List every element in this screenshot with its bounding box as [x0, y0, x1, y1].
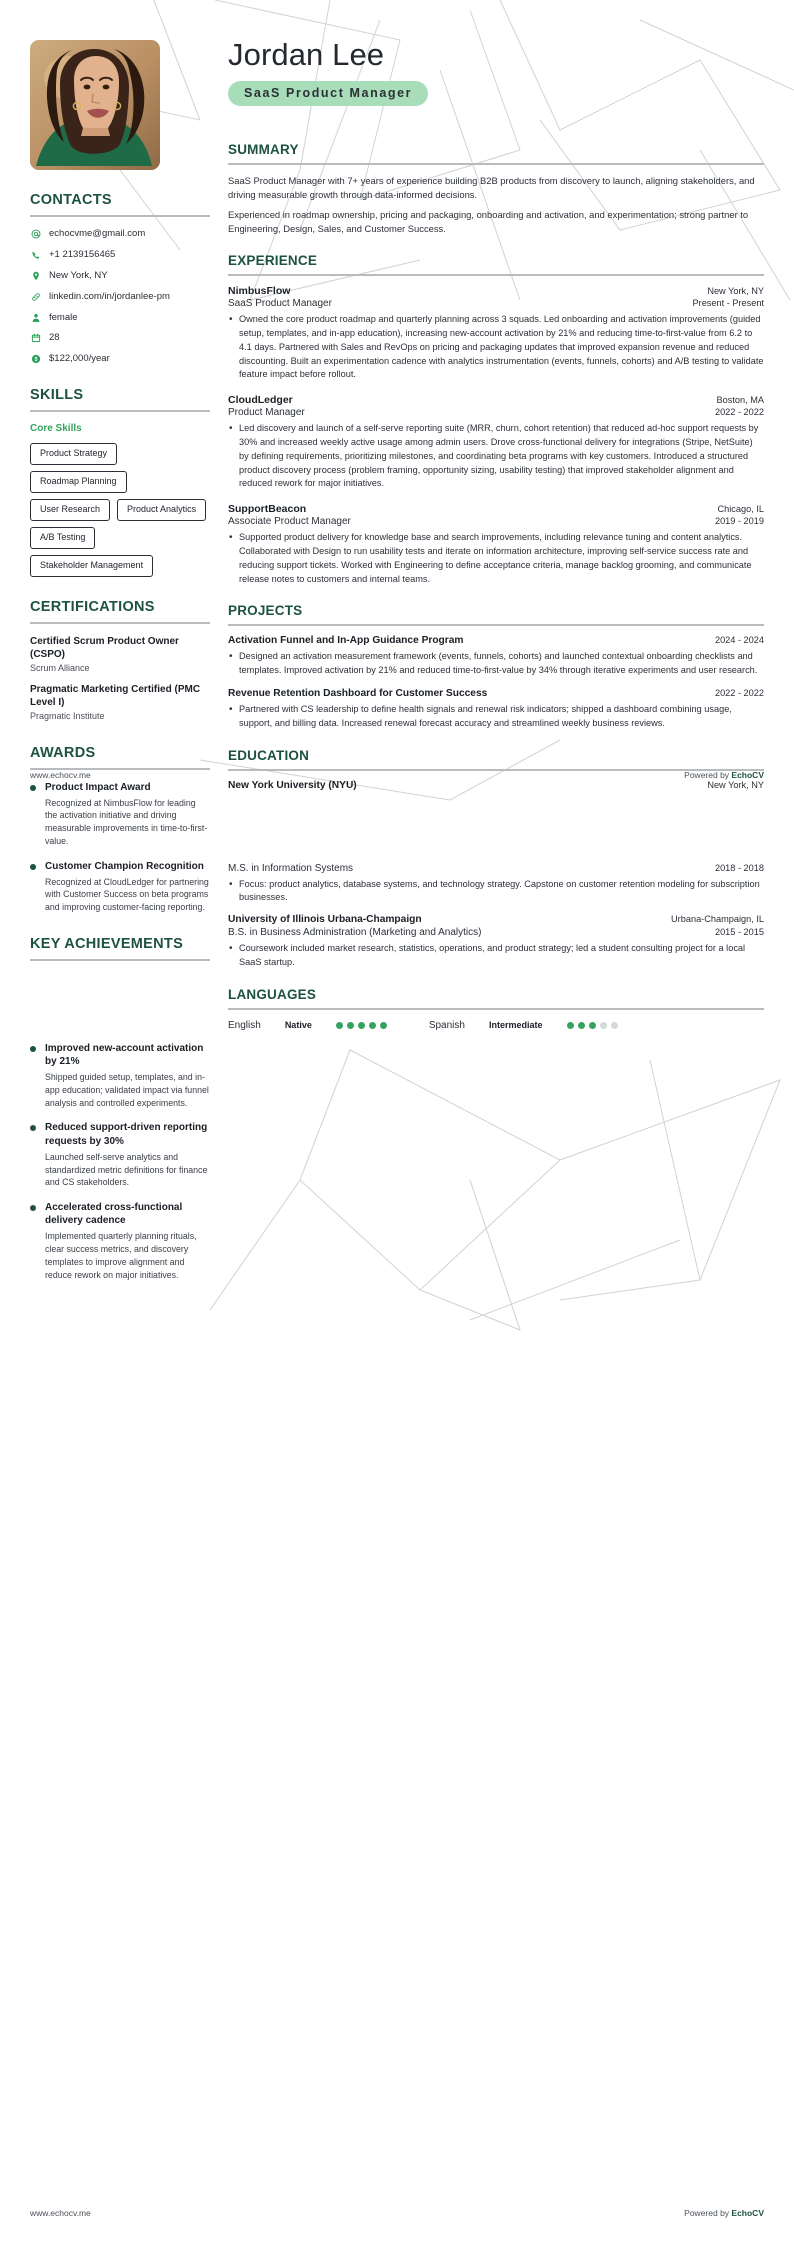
experience-role: SaaS Product Manager	[228, 298, 332, 310]
experience-heading: EXPERIENCE	[228, 253, 318, 269]
certification-org: Scrum Alliance	[30, 662, 90, 673]
education-school: New York University (NYU)	[228, 779, 357, 791]
contact-linkedin[interactable]	[30, 291, 210, 303]
award-description: Recognized at CloudLedger for partnering with Customer Success on beta programs and improving customer-facing reporting.	[45, 876, 209, 913]
money-icon	[30, 354, 41, 365]
rating-dot-filled	[336, 1022, 343, 1029]
language-rating-dots	[336, 1022, 387, 1029]
key-achievements-heading: KEY ACHIEVEMENTS	[30, 935, 184, 952]
award-title: Customer Champion Recognition	[45, 860, 204, 872]
certification-item	[30, 635, 210, 675]
experience-location: Chicago, IL	[717, 504, 764, 515]
job-title-badge: SaaS Product Manager	[228, 81, 428, 106]
skill-chip[interactable]: Product Analytics	[117, 499, 206, 521]
project-name: Revenue Retention Dashboard for Customer Success	[228, 688, 488, 700]
divider	[30, 410, 210, 412]
skill-chip-list	[30, 443, 210, 576]
divider	[228, 624, 764, 626]
location-pin-icon	[30, 270, 41, 281]
experience-bullets	[228, 531, 764, 586]
skill-chip[interactable]: Stakeholder Management	[30, 555, 153, 577]
experience-item	[228, 394, 764, 491]
rating-dot-filled	[567, 1022, 574, 1029]
footer-powered-by	[684, 2208, 764, 2218]
language-name: Spanish	[428, 1019, 465, 1031]
language-rating-dots	[567, 1022, 618, 1029]
skill-chip[interactable]: Product Strategy	[30, 443, 117, 465]
contact-email[interactable]	[30, 228, 210, 240]
languages-section	[228, 987, 764, 1031]
key-achievement-title: Reduced support-driven reporting requests by 30%	[45, 1122, 208, 1147]
language-level: Native	[284, 1020, 312, 1031]
skills-section	[30, 387, 210, 576]
key-achievement-title: Accelerated cross-functional delivery cadence	[45, 1202, 183, 1227]
divider	[228, 163, 764, 165]
project-bullet: • Partnered with CS leadership to define health signals and renewal risk indicators; shipped a dashboard combining usage, support, and billing data. Increased renewal forecast accuracy and streamlined weekly business reviews.	[228, 703, 764, 731]
contacts-heading: CONTACTS	[30, 192, 112, 208]
education-heading: EDUCATION	[228, 747, 310, 763]
language-name: English	[228, 1019, 261, 1031]
project-bullet: • Designed an activation measurement framework (events, funnels, cohorts) and launched contextual onboarding checklists and templates. Improved activation by 21% and reduced time-to-first-value by 34% through iterative experiments and user research.	[228, 650, 764, 678]
education-bullets	[228, 878, 764, 906]
project-item	[228, 635, 764, 678]
bullet-dot-icon	[30, 864, 36, 870]
key-achievement-title: Improved new-account activation by 21%	[45, 1042, 204, 1067]
project-item	[228, 688, 764, 731]
footer-powered-prefix: Powered by	[684, 770, 732, 780]
phone-icon	[30, 249, 41, 260]
rating-dot-empty	[600, 1022, 607, 1029]
key-achievement-item	[30, 1121, 210, 1189]
skill-chip[interactable]: Roadmap Planning	[30, 471, 127, 493]
experience-section	[228, 253, 764, 586]
contact-email-value: echocvme@gmail.com	[49, 228, 146, 239]
education-bullets	[228, 942, 764, 970]
divider	[30, 959, 210, 961]
skill-chip[interactable]: A/B Testing	[30, 527, 95, 549]
divider	[228, 1008, 764, 1010]
language-list	[228, 1020, 764, 1031]
award-title: Product Impact Award	[45, 781, 151, 793]
bullet-dot-icon	[30, 1046, 36, 1052]
contact-salary-value: $122,000/year	[49, 353, 110, 365]
bullet-dot-icon	[30, 1205, 36, 1211]
certification-org: Pragmatic Institute	[30, 710, 105, 721]
certifications-section	[30, 599, 210, 723]
page-break-spacer	[228, 791, 764, 861]
experience-dates: 2019 - 2019	[714, 516, 764, 527]
contact-phone-value: +1 2139156465	[49, 248, 116, 260]
experience-bullet: • Owned the core product roadmap and quarterly planning across 3 squads. Led onboarding and activation improvements (guided setup, templates, and in-app education), increasing new-account activation by 21% and reducing time-to-first-value from 6.2 to 4.1 days. Partnered with Sales and RevOps on pricing and packaging updates that improved expansion revenue and reduced discounting. Built an experimentation cadence with analytics instrumentation (events, funnels, cohorts) and A/B testing to validate feature impact before rollout.	[228, 313, 764, 382]
key-achievements-section	[30, 936, 210, 1282]
language-level: Intermediate	[488, 1020, 543, 1031]
rating-dot-filled	[589, 1022, 596, 1029]
avatar-photo	[30, 40, 160, 170]
experience-location: Boston, MA	[716, 395, 764, 406]
key-achievement-description: Launched self-serve analytics and standardized metric definitions for finance and CS stakeholders.	[45, 1151, 208, 1188]
contact-location-value: New York, NY	[49, 269, 108, 281]
project-bullets	[228, 703, 764, 731]
divider	[30, 215, 210, 217]
experience-company: SupportBeacon	[228, 503, 307, 516]
experience-dates: Present - Present	[692, 298, 764, 309]
skills-heading: SKILLS	[30, 387, 84, 404]
language-item	[228, 1020, 387, 1031]
page-break-spacer	[30, 972, 210, 1042]
experience-bullets	[228, 422, 764, 491]
core-skills-label: Core Skills	[30, 423, 82, 435]
page-footer	[30, 770, 764, 780]
education-bullet: • Coursework included market research, statistics, operations, and product strategy; led a student consulting project for a local SaaS startup.	[228, 942, 764, 970]
education-location: New York, NY	[707, 779, 764, 790]
experience-item	[228, 503, 764, 586]
email-icon	[30, 229, 41, 240]
summary-heading: SUMMARY	[228, 142, 299, 158]
education-degree: B.S. in Business Administration (Marketing and Analytics)	[228, 927, 482, 939]
key-achievement-description: Shipped guided setup, templates, and in-app education; validated impact via funnel analysis and controlled experiments.	[45, 1072, 209, 1108]
divider	[30, 622, 210, 624]
education-dates: 2015 - 2015	[714, 927, 764, 938]
summary-paragraph: Experienced in roadmap ownership, pricing and packaging, onboarding and activation, and experimentation; strong partner to Engineering, Design, Sales, and Customer Success.	[228, 208, 749, 234]
footer-powered-by	[684, 770, 764, 780]
experience-company: CloudLedger	[228, 394, 293, 407]
projects-section	[228, 603, 764, 730]
experience-location: New York, NY	[707, 286, 764, 297]
bullet-dot-icon	[30, 785, 36, 791]
sidebar	[0, 0, 210, 1293]
page-footer	[30, 2208, 764, 2218]
certification-name: Certified Scrum Product Owner (CSPO)	[30, 635, 179, 660]
project-name: Activation Funnel and In-App Guidance Program	[228, 635, 464, 647]
award-item	[30, 781, 210, 848]
contact-gender	[30, 312, 210, 324]
award-item	[30, 860, 210, 914]
education-degree: M.S. in Information Systems	[228, 862, 354, 874]
certification-name: Pragmatic Marketing Certified (PMC Level I)	[30, 683, 201, 708]
experience-role: Associate Product Manager	[228, 516, 351, 528]
contact-linkedin-value: linkedin.com/in/jordanlee-pm	[49, 290, 170, 302]
page-title: Jordan Lee	[228, 37, 385, 72]
project-bullets	[228, 650, 764, 678]
experience-bullet: • Supported product delivery for knowledge base and search improvements, including relevance tuning and content analytics. Collaborated with Design to run usability tests and iterate on information architecture, improving self-service success rate and reducing support tickets. Worked with Engineering to define acceptance criteria, manage backlog grooming, and communicate release notes to customers and internal teams.	[228, 531, 764, 586]
experience-dates: 2022 - 2022	[714, 407, 764, 418]
education-item	[228, 914, 764, 970]
experience-role: Product Manager	[228, 407, 305, 419]
awards-heading: AWARDS	[30, 744, 96, 761]
skill-chip[interactable]: User Research	[30, 499, 110, 521]
education-bullet: • Focus: product analytics, database systems, and technology strategy. Capstone on customer retention modeling for subscription businesses.	[228, 878, 764, 906]
footer-site-url[interactable]: www.echocv.me	[30, 770, 91, 780]
bullet-dot-icon	[30, 1125, 36, 1131]
project-dates: 2024 - 2024	[714, 635, 764, 646]
education-item	[228, 780, 764, 906]
rating-dot-filled	[369, 1022, 376, 1029]
projects-heading: PROJECTS	[228, 603, 303, 619]
key-achievement-item	[30, 1201, 210, 1281]
experience-company: NimbusFlow	[228, 285, 291, 298]
rating-dot-empty	[611, 1022, 618, 1029]
summary-paragraph: SaaS Product Manager with 7+ years of experience building B2B products from discovery to launch, aligning stakeholders, and driving measurable growth through data-informed decisions.	[228, 175, 755, 201]
footer-brand: EchoCV	[731, 2208, 764, 2218]
education-dates: 2018 - 2018	[714, 862, 764, 873]
contact-age	[30, 332, 210, 344]
divider	[228, 274, 764, 276]
avatar	[30, 40, 160, 170]
certification-item	[30, 683, 210, 723]
language-item	[429, 1020, 618, 1031]
key-achievement-item	[30, 1042, 210, 1110]
link-icon	[30, 291, 41, 302]
rating-dot-filled	[578, 1022, 585, 1029]
footer-site-url[interactable]: www.echocv.me	[30, 2208, 91, 2218]
contact-location	[30, 270, 210, 282]
key-achievement-description: Implemented quarterly planning rituals, clear success metrics, and discovery templates to improve alignment and reduce rework on major initiatives.	[45, 1231, 197, 1280]
certifications-heading: CERTIFICATIONS	[30, 598, 155, 615]
rating-dot-filled	[347, 1022, 354, 1029]
main-content	[210, 0, 794, 1293]
education-location: Urbana-Champaign, IL	[671, 914, 764, 925]
contact-gender-value: female	[49, 311, 78, 323]
education-section	[228, 748, 764, 970]
calendar-icon	[30, 333, 41, 344]
project-dates: 2022 - 2022	[714, 688, 764, 699]
experience-bullets	[228, 313, 764, 382]
contact-salary	[30, 353, 210, 365]
contact-age-value: 28	[49, 332, 60, 344]
experience-bullet: • Led discovery and launch of a self-serve reporting suite (MRR, churn, cohort retention) that reduced ad-hoc support requests by 30% and increased weekly active usage among admin users. Drove cross-functional delivery for integrations (Stripe, NetSuite) by defining requirements, prioritizing milestones, and coordinating beta programs with key customers. Introduced a structured product discovery process (problem framing, opportunity sizing, usability testing) that improved stakeholder alignment and reduced rework for major initiatives.	[228, 422, 764, 491]
experience-item	[228, 285, 764, 382]
summary-section	[228, 142, 764, 236]
footer-brand: EchoCV	[731, 770, 764, 780]
rating-dot-filled	[358, 1022, 365, 1029]
award-description: Recognized at NimbusFlow for leading the activation initiative and driving measurable improvements in time-to-first-value.	[45, 797, 208, 846]
education-school: University of Illinois Urbana-Champaign	[228, 914, 422, 926]
footer-powered-prefix: Powered by	[684, 2208, 732, 2218]
person-icon	[30, 312, 41, 323]
contacts-section	[30, 192, 210, 365]
contact-phone[interactable]	[30, 249, 210, 261]
rating-dot-filled	[380, 1022, 387, 1029]
languages-heading: LANGUAGES	[228, 986, 317, 1002]
